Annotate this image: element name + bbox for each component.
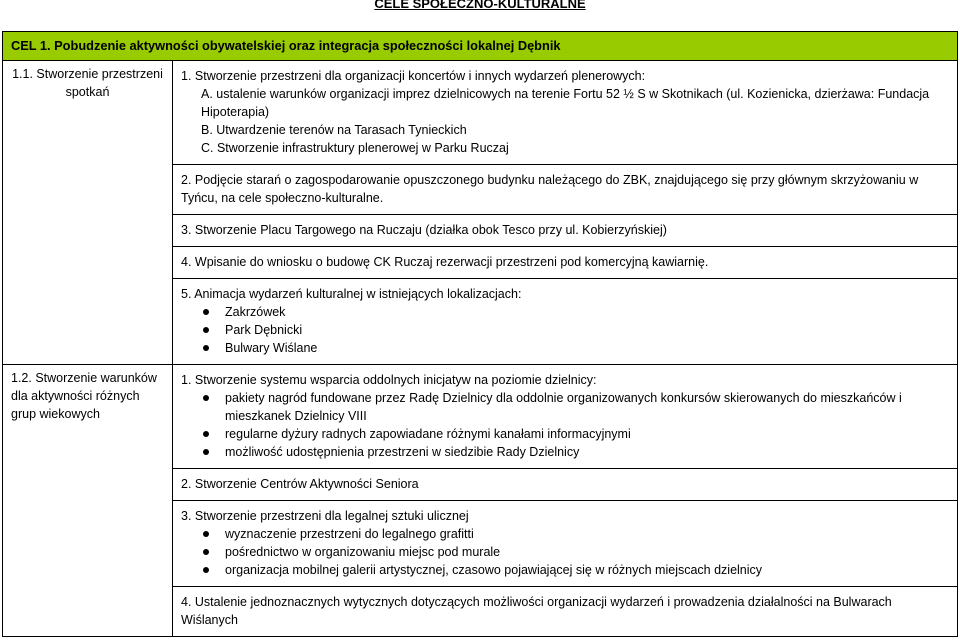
bullet-list	[181, 525, 949, 579]
row-label-cell	[3, 365, 173, 637]
row-label-cell	[3, 61, 173, 365]
section-heading: 3. Stworzenie Placu Targowego na Ruczaju (działka obok Tesco przy ul. Kobierzyńskiej)	[181, 223, 667, 237]
section	[173, 61, 957, 165]
document-title: CELE SPOŁECZNO-KULTURALNE	[374, 0, 586, 11]
list-item: regularne dyżury radnych zapowiadane różnymi kanałami informacyjnymi	[225, 425, 949, 443]
list-item: B. Utwardzenie terenów na Tarasach Tynieckich	[201, 123, 467, 137]
sub-list	[181, 85, 949, 157]
section-heading: 1. Stworzenie przestrzeni dla organizacji koncertów i innych wydarzeń plenerowych:	[181, 69, 646, 83]
row-label: 1.1. Stworzenie przestrzeni spotkań	[12, 67, 163, 99]
goal-header: CEL 1. Pobudzenie aktywności obywatelskiej oraz integracja społeczności lokalnej Dębnik	[3, 32, 958, 61]
section	[173, 469, 957, 501]
section	[173, 365, 957, 469]
row-content-cell	[173, 61, 958, 365]
section	[173, 587, 957, 636]
list-item: Zakrzówek	[225, 303, 949, 321]
list-item: Park Dębnicki	[225, 321, 949, 339]
list-item: pośrednictwo w organizowaniu miejsc pod murale	[225, 543, 949, 561]
section-heading: 1. Stworzenie systemu wsparcia oddolnych inicjatyw na poziomie dzielnicy:	[181, 373, 597, 387]
table-row	[3, 365, 958, 637]
row-label: 1.2. Stworzenie warunków dla aktywności różnych grup wiekowych	[11, 371, 157, 421]
section-heading: 4. Ustalenie jednoznacznych wytycznych dotyczących możliwości organizacji wydarzeń i prowadzenia działalności na Bulwarach Wiślanych	[181, 595, 892, 627]
list-item: organizacja mobilnej galerii artystycznej, czasowo pojawiającej się w różnych miejscach dzielnicy	[225, 561, 949, 579]
section	[173, 247, 957, 279]
list-item: Bulwary Wiślane	[225, 339, 949, 357]
list-item: wyznaczenie przestrzeni do legalnego grafitti	[225, 525, 949, 543]
list-item: pakiety nagród fundowane przez Radę Dzielnicy dla oddolnie organizowanych konkursów skierowanych do mieszkańców i mieszkanek Dzielnicy VIII	[225, 389, 949, 425]
section-heading: 5. Animacja wydarzeń kulturalnej w istniejących lokalizacjach:	[181, 287, 522, 301]
list-item: możliwość udostępnienia przestrzeni w siedzibie Rady Dzielnicy	[225, 443, 949, 461]
section-heading: 2. Stworzenie Centrów Aktywności Seniora	[181, 477, 419, 491]
list-item: C. Stworzenie infrastruktury plenerowej w Parku Ruczaj	[201, 141, 509, 155]
section	[173, 165, 957, 215]
goals-table	[2, 31, 958, 637]
section-heading: 4. Wpisanie do wniosku o budowę CK Ruczaj rezerwacji przestrzeni pod komercyjną kawiarnię.	[181, 255, 709, 269]
section	[173, 279, 957, 364]
section	[173, 215, 957, 247]
bullet-list	[181, 303, 949, 357]
section-heading: 3. Stworzenie przestrzeni dla legalnej sztuki ulicznej	[181, 509, 469, 523]
row-content-cell	[173, 365, 958, 637]
table-row	[3, 61, 958, 365]
bullet-list	[181, 389, 949, 461]
list-item: A. ustalenie warunków organizacji imprez dzielnicowych na terenie Fortu 52 ½ S w Skotnikach (ul. Kozienicka, dzierżawa: Fundacja Hipoterapia)	[201, 87, 930, 119]
section	[173, 501, 957, 587]
section-heading: 2. Podjęcie starań o zagospodarowanie opuszczonego budynku należącego do ZBK, znajdującego się przy głównym skrzyżowaniu w Tyńcu, na cele społeczno-kulturalne.	[181, 173, 919, 205]
